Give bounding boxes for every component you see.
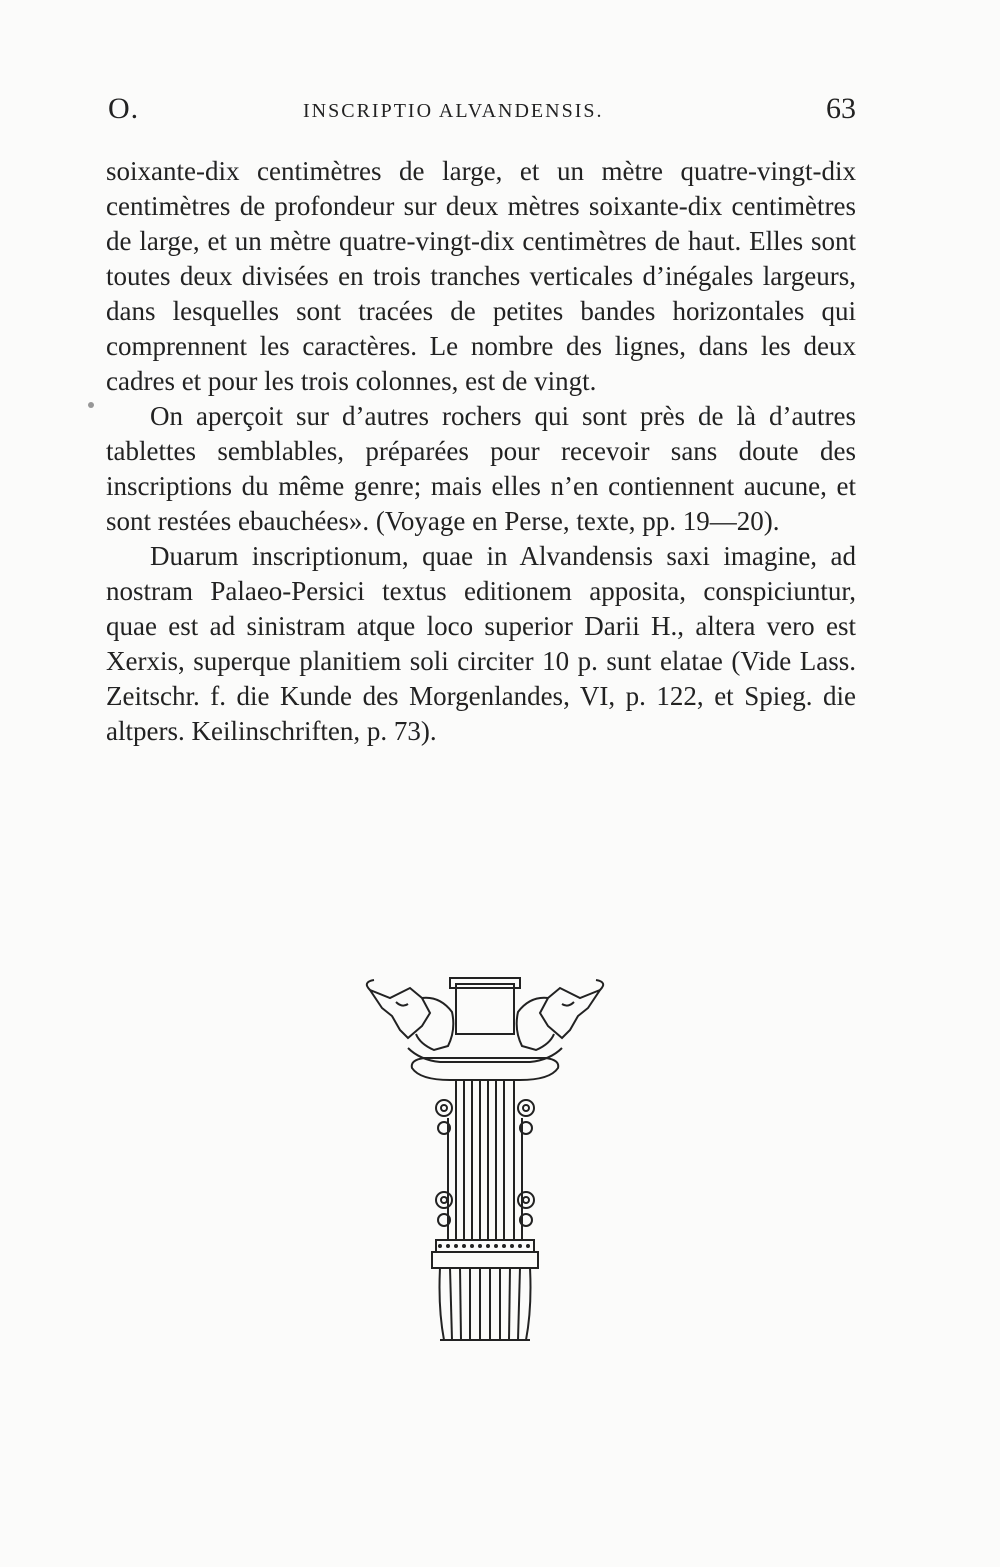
page-header xyxy=(108,92,856,136)
body-text xyxy=(106,154,856,749)
paragraph-1: soixante-dix centimètres de large, et un mètre quatre-vingt-dix centimètres de profondeur sur deux mètres soixante-dix centimètres de large, et un mètre quatre-vingt-dix centimètres de haut. Elles sont toutes deux divisées en trois tranches verticales d’inégales largeurs, dans lesquelles sont tracées de petites bandes horizontales qui comprennent les caractères. Le nombre des lignes, dans les deux cadres et pour les trois colonnes, est de vingt. xyxy=(106,156,856,396)
running-title: INSCRIPTIO ALVANDENSIS. xyxy=(303,100,604,122)
page-number: 63 xyxy=(826,92,856,125)
bull-capital-icon xyxy=(360,968,610,1368)
column-capital-illustration xyxy=(360,968,610,1368)
paragraph-3: Duarum inscriptionum, quae in Alvandensis saxi imagine, ad nostram Palaeo-Persici textus editionem apposita, conspiciuntur, quae est ad sinistram atque loco superior Darii H., altera vero est Xerxis, superque planitiem soli circiter 10 p. sunt elatae (Vide Lass. Zeitschr. f. die Kunde des Morgenlandes, VI, p. 122, et Spieg. die altpers. Keilinschriften, p. 73). xyxy=(106,541,856,746)
paragraph-2: On aperçoit sur d’autres rochers qui sont près de là d’autres tablettes semblables, préparées pour recevoir sans doute des inscriptions du même genre; mais elles n’en contiennent aucune, et sont restées ebauchées». (Voyage en Perse, texte, pp. 19—20). xyxy=(106,401,856,536)
section-letter: O. xyxy=(108,92,140,125)
ink-spot xyxy=(88,402,94,408)
